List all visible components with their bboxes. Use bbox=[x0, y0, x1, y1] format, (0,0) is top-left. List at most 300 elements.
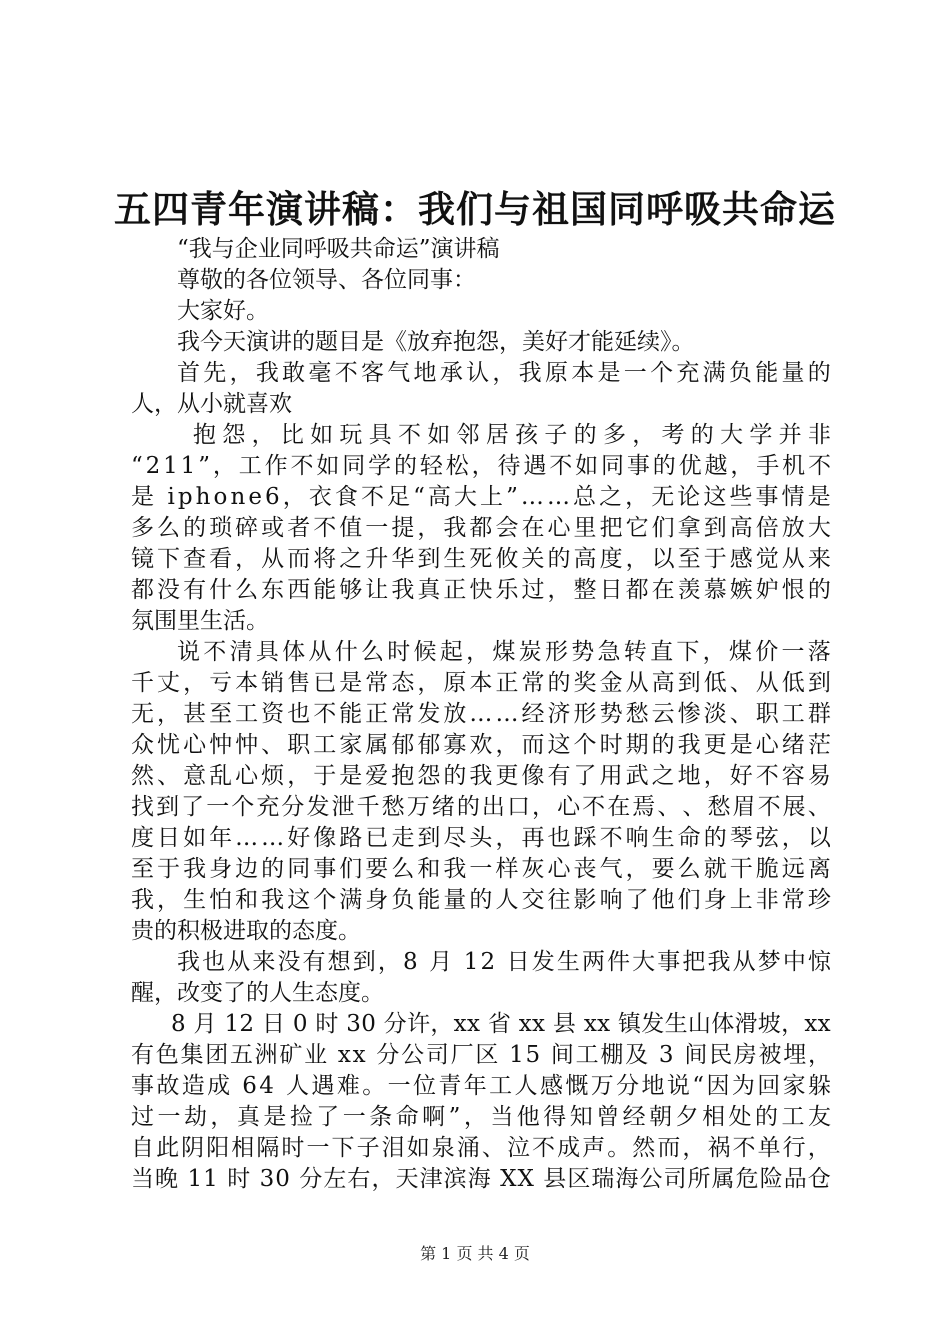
text-glyph: 能 bbox=[313, 577, 337, 603]
text-glyph: 势 bbox=[571, 639, 595, 665]
text-glyph: 来 bbox=[252, 949, 276, 975]
document-title: 五四青年演讲稿：我们与祖国同呼吸共命运 bbox=[114, 187, 836, 231]
text-glyph: 相 bbox=[702, 1104, 726, 1130]
text-glyph: 玩 bbox=[339, 422, 363, 448]
paragraph-line bbox=[131, 637, 831, 668]
text-glyph: ， bbox=[157, 701, 181, 727]
text-glyph: 色 bbox=[155, 1042, 179, 1068]
text-glyph: 茫 bbox=[807, 732, 831, 758]
paragraph-line bbox=[131, 358, 831, 389]
text-glyph: 响 bbox=[625, 825, 649, 851]
text-glyph: 月 bbox=[193, 1011, 217, 1037]
text-glyph: 西 bbox=[287, 577, 311, 603]
text-glyph: 左 bbox=[323, 1166, 347, 1192]
text-glyph: 滑 bbox=[734, 1011, 758, 1037]
text-glyph: 家 bbox=[339, 732, 363, 758]
text-glyph: 而 bbox=[287, 546, 311, 572]
text-glyph: 被 bbox=[758, 1042, 782, 1068]
text-glyph: 并 bbox=[778, 422, 802, 448]
text-glyph: 们 bbox=[339, 856, 363, 882]
text-glyph: 我 bbox=[677, 732, 701, 758]
text-glyph: 转 bbox=[623, 639, 647, 665]
text-glyph: 济 bbox=[547, 701, 571, 727]
text-glyph: ， bbox=[781, 1011, 805, 1037]
text-glyph: 感 bbox=[539, 1073, 563, 1099]
text-glyph bbox=[285, 1009, 292, 1040]
text-glyph: … bbox=[261, 825, 285, 851]
text-glyph: 了 bbox=[625, 887, 649, 913]
text-glyph: 绪 bbox=[781, 732, 805, 758]
text-glyph: i bbox=[167, 484, 175, 510]
text-glyph: 势 bbox=[599, 701, 623, 727]
text-glyph: 东 bbox=[261, 577, 285, 603]
text-glyph: 找 bbox=[131, 794, 154, 820]
text-glyph: 灰 bbox=[521, 856, 545, 882]
text-glyph: 觉 bbox=[755, 546, 779, 572]
text-glyph: 是 bbox=[131, 484, 154, 510]
text-glyph: 我 bbox=[518, 360, 542, 386]
text-glyph: 高 bbox=[573, 546, 597, 572]
text-glyph: 泣 bbox=[506, 1135, 530, 1161]
text-glyph: 乱 bbox=[209, 763, 233, 789]
text-glyph: 生 bbox=[651, 825, 675, 851]
text-glyph: ” bbox=[448, 1104, 461, 1130]
text-glyph: 、 bbox=[657, 794, 681, 820]
text-glyph: 五 bbox=[229, 1042, 253, 1068]
text-glyph: 造 bbox=[181, 1073, 205, 1099]
paragraph-line bbox=[131, 699, 831, 730]
text-glyph: 工 bbox=[238, 453, 262, 479]
text-glyph: ， bbox=[808, 1042, 831, 1068]
text-glyph: 友 bbox=[807, 1104, 831, 1130]
text-glyph: 高 bbox=[427, 484, 451, 510]
text-glyph: 非 bbox=[755, 887, 779, 913]
text-glyph: 的 bbox=[807, 360, 831, 386]
text-glyph: 常 bbox=[391, 701, 415, 727]
text-glyph: 到 bbox=[677, 670, 701, 696]
text-glyph: 离 bbox=[807, 856, 831, 882]
text-glyph: 里 bbox=[573, 515, 597, 541]
text-glyph: 到 bbox=[417, 825, 441, 851]
text-glyph: 和 bbox=[417, 856, 441, 882]
text-glyph: 充 bbox=[256, 794, 280, 820]
text-glyph bbox=[650, 1040, 657, 1071]
text-glyph bbox=[535, 1164, 542, 1195]
text-glyph: 不 bbox=[290, 453, 314, 479]
text-glyph: 都 bbox=[469, 515, 493, 541]
text-glyph: 常 bbox=[521, 670, 545, 696]
text-glyph: 时 bbox=[227, 1166, 251, 1192]
text-glyph: 事 bbox=[657, 949, 681, 975]
text-glyph: “ bbox=[413, 484, 425, 510]
text-glyph: 万 bbox=[590, 1073, 614, 1099]
text-glyph: 民 bbox=[709, 1042, 733, 1068]
text-glyph: 发 bbox=[641, 1011, 665, 1037]
text-glyph: 它 bbox=[625, 515, 649, 541]
text-glyph: 甚 bbox=[183, 701, 207, 727]
text-glyph: 省 bbox=[487, 1011, 511, 1037]
text-glyph: 我 bbox=[469, 763, 493, 789]
text-glyph: 滨 bbox=[443, 1166, 467, 1192]
text-glyph: 当 bbox=[131, 1166, 154, 1192]
text-glyph: 位 bbox=[412, 1073, 436, 1099]
text-glyph: 好 bbox=[729, 763, 753, 789]
text-glyph bbox=[542, 1040, 549, 1071]
text-glyph: ， bbox=[417, 515, 441, 541]
text-glyph: 回 bbox=[757, 1073, 781, 1099]
text-glyph: 因 bbox=[706, 1073, 730, 1099]
text-glyph: 了 bbox=[316, 1104, 340, 1130]
text-glyph: 不 bbox=[549, 453, 573, 479]
text-glyph: 一 bbox=[387, 1073, 411, 1099]
text-glyph: 够 bbox=[339, 577, 363, 603]
text-glyph: 低 bbox=[703, 670, 727, 696]
text-glyph: 都 bbox=[131, 577, 154, 603]
text-glyph: 的 bbox=[547, 546, 571, 572]
paragraph-line bbox=[131, 823, 831, 854]
text-glyph: 于 bbox=[703, 546, 727, 572]
paragraph-line bbox=[131, 482, 831, 513]
text-glyph: ， bbox=[682, 1135, 706, 1161]
text-glyph: 、 bbox=[729, 670, 753, 696]
text-glyph: 什 bbox=[334, 639, 358, 665]
text-glyph: 能 bbox=[339, 701, 363, 727]
text-glyph: 大 bbox=[453, 484, 477, 510]
text-glyph: 生 bbox=[664, 1011, 688, 1037]
text-glyph: 放 bbox=[781, 515, 805, 541]
text-glyph: 边 bbox=[235, 856, 259, 882]
text-glyph: 工 bbox=[313, 732, 337, 758]
text-glyph: 路 bbox=[339, 825, 363, 851]
text-glyph: 脆 bbox=[755, 856, 779, 882]
text-glyph: … bbox=[469, 701, 493, 727]
text-glyph: 羡 bbox=[677, 577, 701, 603]
text-glyph: 远 bbox=[781, 856, 805, 882]
text-glyph: ， bbox=[632, 422, 656, 448]
text-glyph: 团 bbox=[205, 1042, 229, 1068]
text-glyph: 忡 bbox=[235, 732, 259, 758]
text-glyph: 非 bbox=[807, 422, 831, 448]
text-glyph: 我 bbox=[261, 887, 285, 913]
text-glyph: 首 bbox=[177, 360, 200, 386]
text-glyph: 也 bbox=[547, 825, 571, 851]
text-glyph: ， bbox=[466, 639, 490, 665]
text-glyph: 海 bbox=[615, 1166, 639, 1192]
text-glyph: 过 bbox=[521, 577, 545, 603]
text-glyph: 瑞 bbox=[591, 1166, 615, 1192]
text-glyph: 之 bbox=[339, 546, 363, 572]
page-number-footer: 第 1 页 共 4 页 bbox=[420, 1244, 530, 1263]
text-glyph: 体 bbox=[711, 1011, 735, 1037]
text-glyph: 到 bbox=[807, 670, 831, 696]
text-glyph: 感 bbox=[729, 546, 753, 572]
text-glyph: 大 bbox=[807, 515, 831, 541]
text-glyph: 日 bbox=[261, 1011, 285, 1037]
text-glyph: ， bbox=[282, 484, 306, 510]
text-glyph: 好 bbox=[287, 825, 311, 851]
text-glyph: 多 bbox=[602, 422, 626, 448]
text-glyph: 青 bbox=[438, 1073, 462, 1099]
text-glyph: 阴 bbox=[181, 1135, 205, 1161]
text-glyph: 这 bbox=[703, 484, 727, 510]
text-glyph: 具 bbox=[255, 639, 279, 665]
text-glyph: 了 bbox=[573, 763, 597, 789]
text-glyph: 忧 bbox=[157, 732, 181, 758]
text-glyph: 到 bbox=[417, 546, 441, 572]
text-glyph: 亏 bbox=[209, 670, 233, 696]
text-glyph bbox=[186, 1009, 193, 1040]
text-glyph: 欢 bbox=[469, 732, 493, 758]
text-glyph: 工 bbox=[781, 1104, 805, 1130]
text-glyph: 容 bbox=[781, 763, 805, 789]
text-glyph: 区 bbox=[475, 1042, 499, 1068]
text-glyph: 身 bbox=[365, 887, 389, 913]
text-glyph: 右 bbox=[347, 1166, 371, 1192]
paragraph-line bbox=[131, 1040, 831, 1071]
text-glyph: 人 bbox=[495, 887, 519, 913]
text-glyph: 在 bbox=[521, 515, 545, 541]
paragraph-line bbox=[131, 1071, 831, 1102]
text-glyph: 有 bbox=[547, 763, 571, 789]
text-glyph: 一 bbox=[206, 794, 230, 820]
text-glyph: 如 bbox=[575, 453, 599, 479]
text-glyph: 天 bbox=[395, 1166, 419, 1192]
text-glyph: X bbox=[500, 1166, 517, 1192]
text-glyph: 头 bbox=[469, 825, 493, 851]
text-glyph: 关 bbox=[521, 546, 545, 572]
text-glyph: 人 bbox=[514, 1073, 538, 1099]
text-glyph: 足 bbox=[387, 484, 410, 510]
text-glyph: 愁 bbox=[381, 794, 405, 820]
text-glyph: 一 bbox=[342, 1104, 366, 1130]
text-glyph: 以 bbox=[807, 825, 831, 851]
text-glyph: 不 bbox=[582, 794, 606, 820]
text-glyph: 清 bbox=[229, 639, 253, 665]
text-glyph: 恨 bbox=[781, 577, 805, 603]
text-glyph: 我 bbox=[183, 856, 207, 882]
text-glyph: 的 bbox=[261, 856, 285, 882]
text-glyph: ， bbox=[625, 856, 649, 882]
text-glyph: 奖 bbox=[573, 670, 597, 696]
text-glyph: 年 bbox=[209, 825, 233, 851]
text-glyph: 更 bbox=[495, 763, 519, 789]
document-body bbox=[131, 234, 831, 1195]
text-glyph bbox=[291, 1164, 298, 1195]
text-glyph: 是 bbox=[339, 670, 363, 696]
text-glyph: 轻 bbox=[419, 453, 443, 479]
text-glyph bbox=[251, 1164, 258, 1195]
text-glyph: 公 bbox=[639, 1166, 663, 1192]
text-glyph: 是 bbox=[729, 732, 753, 758]
text-glyph: 千 bbox=[356, 794, 380, 820]
text-glyph: ， bbox=[235, 546, 259, 572]
text-glyph: 之 bbox=[599, 484, 623, 510]
text-glyph: 学 bbox=[368, 453, 392, 479]
text-glyph: 高 bbox=[729, 515, 753, 541]
text-glyph: 而 bbox=[521, 732, 545, 758]
greeting-line: 大家好。 bbox=[177, 298, 269, 324]
text-glyph: 险 bbox=[759, 1166, 783, 1192]
text-glyph: 眉 bbox=[732, 794, 756, 820]
text-glyph: 到 bbox=[156, 794, 180, 820]
text-glyph: 从 bbox=[625, 670, 649, 696]
text-glyph: 、 bbox=[261, 732, 285, 758]
text-glyph: 分 bbox=[376, 1042, 400, 1068]
text-glyph: 销 bbox=[261, 670, 285, 696]
text-glyph: o bbox=[213, 484, 228, 510]
text-glyph: 些 bbox=[729, 484, 753, 510]
text-glyph: 从 bbox=[308, 639, 332, 665]
text-glyph: 分 bbox=[299, 1166, 323, 1192]
text-glyph: 要 bbox=[365, 856, 389, 882]
text-glyph: ， bbox=[781, 825, 805, 851]
text-glyph: 工 bbox=[489, 1073, 513, 1099]
text-glyph: 以 bbox=[651, 546, 675, 572]
text-glyph: 不 bbox=[755, 763, 779, 789]
text-glyph: 食 bbox=[334, 484, 358, 510]
text-glyph: 将 bbox=[313, 546, 337, 572]
text-glyph: 品 bbox=[783, 1166, 807, 1192]
text-glyph: 本 bbox=[571, 360, 595, 386]
text-glyph: 躲 bbox=[808, 1073, 831, 1099]
text-glyph bbox=[219, 1164, 226, 1195]
text-glyph: “ bbox=[692, 1073, 705, 1099]
text-glyph: 曾 bbox=[596, 1104, 620, 1130]
text-glyph: 如 bbox=[183, 825, 207, 851]
text-glyph: 相 bbox=[231, 1135, 255, 1161]
text-glyph: 充 bbox=[676, 360, 700, 386]
text-glyph: 一 bbox=[306, 1135, 330, 1161]
text-glyph: 矿 bbox=[279, 1042, 303, 1068]
text-glyph bbox=[217, 1009, 224, 1040]
text-glyph: 个 bbox=[573, 732, 597, 758]
text-glyph: 6 bbox=[265, 484, 280, 510]
text-glyph: 妒 bbox=[755, 577, 779, 603]
text-glyph bbox=[367, 1040, 374, 1071]
text-glyph: 一 bbox=[157, 1104, 181, 1130]
text-glyph: 、 bbox=[157, 763, 181, 789]
text-glyph: 山 bbox=[687, 1011, 711, 1037]
text-glyph: ， bbox=[463, 1104, 487, 1130]
text-glyph: 时 bbox=[387, 639, 411, 665]
text-glyph: 职 bbox=[287, 732, 311, 758]
text-glyph: 一 bbox=[781, 639, 805, 665]
text-glyph bbox=[179, 1164, 186, 1195]
text-glyph: 人 bbox=[286, 1073, 310, 1099]
text-glyph: 能 bbox=[755, 360, 779, 386]
text-glyph: 说 bbox=[666, 1073, 690, 1099]
text-glyph: 死 bbox=[469, 546, 493, 572]
text-glyph: h bbox=[195, 484, 211, 510]
text-glyph: 子 bbox=[544, 422, 568, 448]
text-glyph: 、 bbox=[729, 701, 753, 727]
text-glyph: 泉 bbox=[431, 1135, 455, 1161]
text-glyph: 愁 bbox=[707, 794, 731, 820]
text-glyph: 区 bbox=[567, 1166, 591, 1192]
text-glyph: 绪 bbox=[431, 794, 455, 820]
text-glyph: “ bbox=[131, 453, 143, 479]
text-glyph: 是 bbox=[339, 763, 363, 789]
paragraph-line bbox=[131, 792, 831, 823]
text-glyph: 许 bbox=[407, 1011, 431, 1037]
text-glyph: 满 bbox=[339, 887, 363, 913]
text-glyph: 工 bbox=[575, 1042, 599, 1068]
text-glyph: 得 bbox=[543, 1104, 567, 1130]
text-glyph: 了 bbox=[181, 794, 205, 820]
text-glyph: 先 bbox=[203, 360, 227, 386]
text-glyph: 命 bbox=[395, 1104, 419, 1130]
text-glyph: 日 bbox=[599, 577, 623, 603]
text-glyph: 千 bbox=[131, 670, 154, 696]
text-glyph: 晚 bbox=[155, 1166, 179, 1192]
text-glyph: 我 bbox=[255, 360, 279, 386]
text-glyph: 毫 bbox=[308, 360, 332, 386]
text-glyph: 金 bbox=[599, 670, 623, 696]
text-glyph: 分 bbox=[616, 1073, 640, 1099]
text-glyph: 走 bbox=[391, 825, 415, 851]
text-glyph: 烦 bbox=[261, 763, 285, 789]
text-glyph: ， bbox=[430, 1011, 454, 1037]
salutation-line: 尊敬的各位领导、各位同事： bbox=[177, 267, 476, 293]
text-glyph: 的 bbox=[573, 422, 597, 448]
text-glyph: 么 bbox=[360, 639, 384, 665]
text-glyph: 中 bbox=[782, 949, 806, 975]
text-glyph: 么 bbox=[157, 515, 181, 541]
text-glyph: 原 bbox=[443, 670, 467, 696]
paragraph-line bbox=[131, 420, 831, 451]
text-glyph: 焉 bbox=[632, 794, 656, 820]
text-glyph: 地 bbox=[413, 360, 437, 386]
text-glyph: 一 bbox=[623, 360, 647, 386]
text-glyph: 们 bbox=[651, 515, 675, 541]
text-glyph: ， bbox=[229, 360, 253, 386]
text-glyph: 优 bbox=[678, 453, 702, 479]
text-glyph: 不 bbox=[360, 484, 384, 510]
text-glyph: 更 bbox=[703, 732, 727, 758]
text-glyph: 心 bbox=[557, 794, 581, 820]
text-glyph: 客 bbox=[360, 360, 384, 386]
text-glyph: 整 bbox=[573, 577, 597, 603]
text-glyph: 1 bbox=[180, 453, 196, 479]
text-glyph: 属 bbox=[365, 732, 389, 758]
text-glyph: x bbox=[518, 1011, 532, 1037]
text-glyph: 抱 bbox=[193, 422, 216, 448]
text-glyph: 嫉 bbox=[729, 577, 753, 603]
text-glyph: 事 bbox=[755, 484, 779, 510]
paragraph-line bbox=[131, 947, 831, 978]
text-glyph: 态 bbox=[391, 670, 415, 696]
text-glyph: 声 bbox=[582, 1135, 606, 1161]
text-glyph: 时 bbox=[315, 1011, 339, 1037]
text-glyph: ， bbox=[183, 670, 207, 696]
text-glyph: 干 bbox=[729, 856, 753, 882]
text-glyph: 、 bbox=[481, 1135, 505, 1161]
text-glyph: 两 bbox=[581, 949, 605, 975]
text-glyph: 为 bbox=[731, 1073, 755, 1099]
text-glyph: 司 bbox=[663, 1166, 687, 1192]
text-glyph: 气 bbox=[599, 856, 623, 882]
text-glyph: 正 bbox=[443, 577, 467, 603]
text-glyph bbox=[276, 1071, 283, 1102]
text-glyph: 琐 bbox=[209, 515, 233, 541]
text-glyph: x bbox=[466, 1011, 480, 1037]
text-glyph: 我 bbox=[131, 887, 154, 913]
text-glyph: 武 bbox=[625, 763, 649, 789]
text-glyph: 生 bbox=[443, 546, 467, 572]
text-glyph: 从 bbox=[261, 546, 285, 572]
text-glyph: 3 bbox=[658, 1042, 674, 1068]
text-glyph: 口 bbox=[506, 794, 530, 820]
